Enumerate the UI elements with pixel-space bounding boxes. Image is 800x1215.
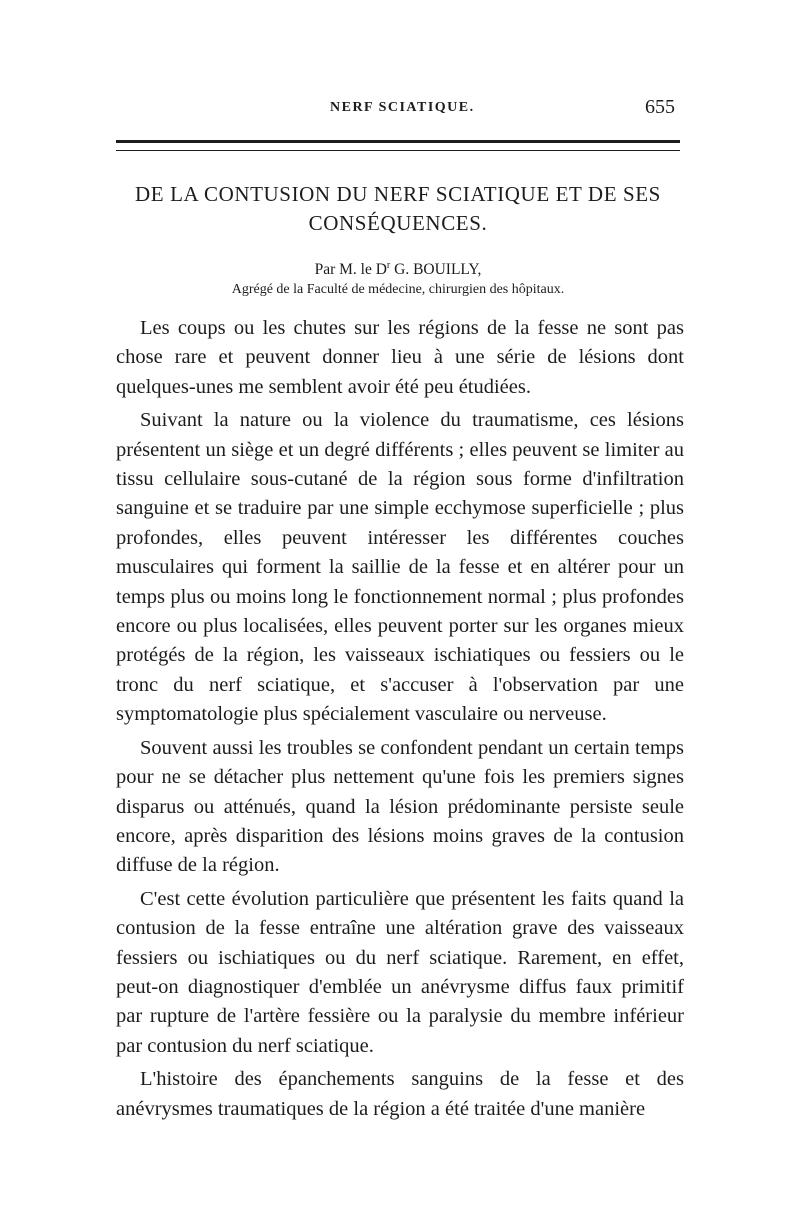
author-name: G. BOUILLY, (390, 261, 482, 279)
running-head: NERF SCIATIQUE. (330, 100, 475, 115)
page-number: 655 (645, 96, 675, 118)
header-rule-thick (116, 140, 680, 143)
author-affiliation: Agrégé de la Faculté de médecine, chirurgien des hôpitaux. (231, 282, 565, 297)
byline-superscript: r (386, 260, 391, 271)
byline-prefix: Par M. le D (314, 261, 387, 279)
paragraph: Suivant la nature ou la violence du traumatisme, ces lésions présentent un siège et un degré différents ; elles peuvent se limiter au tissu cellulaire sous-cutané de la région sous forme d'infiltration sanguine et se traduire par une simple ecchymose superficielle ; plus profondes, elles peuvent intéresser les différentes couches musculaires qui forment la saillie de la fesse et en altérer pour un temps plus ou moins long le fonctionnement normal ; plus profondes encore ou plus localisées, elles peuvent porter sur les organes mieux protégés de la région, les vaisseaux ischiatiques ou fessiers ou le tronc du nerf sciatique, et s'accuser à l'observation par une symptomatologie plus spécialement vasculaire ou nerveuse. (116, 409, 684, 726)
paragraph: C'est cette évolution particulière que présentent les faits quand la contusion de la fesse entraîne une altération grave des vaisseaux fessiers ou ischiatiques ou du nerf sciatique. Rarement, en effet, peut-on diagnostiquer d'emblée un anévrysme diffus faux primitif par rupture de l'artère fessière ou la paralysie du membre inférieur par contusion du nerf sciatique. (116, 887, 684, 1057)
paragraph: Souvent aussi les troubles se confondent pendant un certain temps pour ne se détacher plus nettement qu'une fois les premiers signes disparus ou atténués, quand la lésion prédominante persiste seule encore, après disparition des lésions moins graves de la contusion diffuse de la région. (116, 736, 684, 877)
article-title: DE LA CONTUSION DU NERF SCIATIQUE ET DE SES CONSÉQUENCES. (135, 182, 661, 235)
header-rule-thin (116, 150, 680, 151)
author-byline (110, 255, 686, 281)
article-body (116, 314, 684, 1128)
paragraph: L'histoire des épanchements sanguins de la fesse et des anévrysmes traumatiques de la région a été traitée d'une manière (116, 1068, 684, 1120)
paragraph: Les coups ou les chutes sur les régions de la fesse ne sont pas chose rare et peuvent donner lieu à une série de lésions dont quelques-unes me semblent avoir été peu étudiées. (116, 317, 684, 398)
